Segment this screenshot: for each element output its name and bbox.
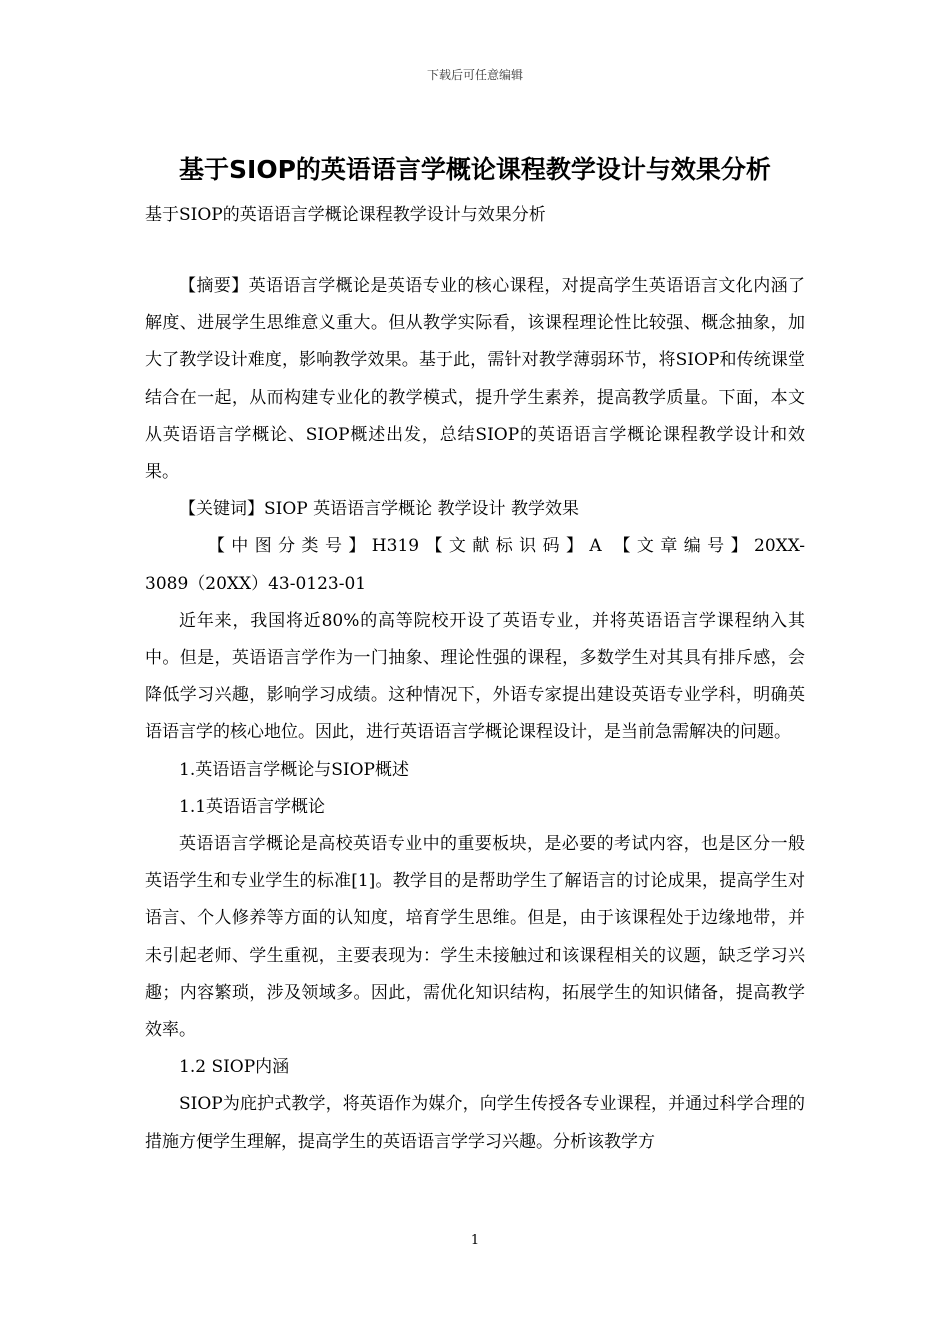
document-body	[145, 268, 805, 1161]
document-subtitle: 基于SIOP的英语语言学概论课程教学设计与效果分析	[145, 205, 546, 225]
section-1-1-paragraph: 英语语言学概论是高校英语专业中的重要板块，是必要的考试内容，也是区分一般英语学生和专业学生的标准[1]。教学目的是帮助学生了解语言的讨论成果，提高学生对语言、个人修养等方面的认知度，培育学生思维。但是，由于该课程处于边缘地带，并未引起老师、学生重视，主要表现为：学生未接触过和该课程相关的议题，缺乏学习兴趣；内容繁琐，涉及领域多。因此，需优化知识结构，拓展学生的知识储备，提高教学效率。	[145, 834, 805, 1041]
section-1-2-paragraph: SIOP为庇护式教学，将英语作为媒介，向学生传授各专业课程，并通过科学合理的措施方便学生理解，提高学生的英语语言学学习兴趣。分析该教学方	[145, 1094, 805, 1152]
intro-paragraph: 近年来，我国将近80%的高等院校开设了英语专业，并将英语语言学课程纳入其中。但是，英语语言学作为一门抽象、理论性强的课程，多数学生对其具有排斥感，会降低学习兴趣，影响学习成绩。这种情况下，外语专家提出建设英语专业学科，明确英语语言学的核心地位。因此，进行英语语言学概论课程设计，是当前急需解决的问题。	[145, 610, 805, 743]
keywords-paragraph: 【关键词】SIOP 英语语言学概论 教学设计 教学效果	[179, 499, 579, 520]
section-heading-1: 1.英语语言学概论与SIOP概述	[179, 759, 409, 780]
section-heading-1-2: 1.2 SIOP内涵	[179, 1057, 290, 1078]
classification-line: 【中图分类号】H319【文献标识码】A 【文章编号】20XX-	[207, 536, 805, 557]
abstract-paragraph: 【摘要】英语语言学概论是英语专业的核心课程，对提高学生英语语言文化内涵了解度、进展学生思维意义重大。但从教学实际看，该课程理论性比较强、概念抽象，加大了教学设计难度，影响教学效果。基于此，需针对教学薄弱环节，将SIOP和传统课堂结合在一起，从而构建专业化的教学模式，提升学生素养，提高教学质量。下面，本文从英语语言学概论、SIOP概述出发，总结SIOP的英语语言学概论课程教学设计和效果。	[145, 276, 805, 483]
section-heading-1-1: 1.1英语语言学概论	[179, 796, 326, 817]
page-number: 1	[470, 1233, 480, 1248]
page-header: 下载后可任意编辑	[426, 68, 523, 82]
classification-continuation: 3089（20XX）43-0123-01	[145, 573, 367, 594]
document-title: 基于SIOP的英语语言学概论课程教学设计与效果分析	[179, 155, 771, 184]
